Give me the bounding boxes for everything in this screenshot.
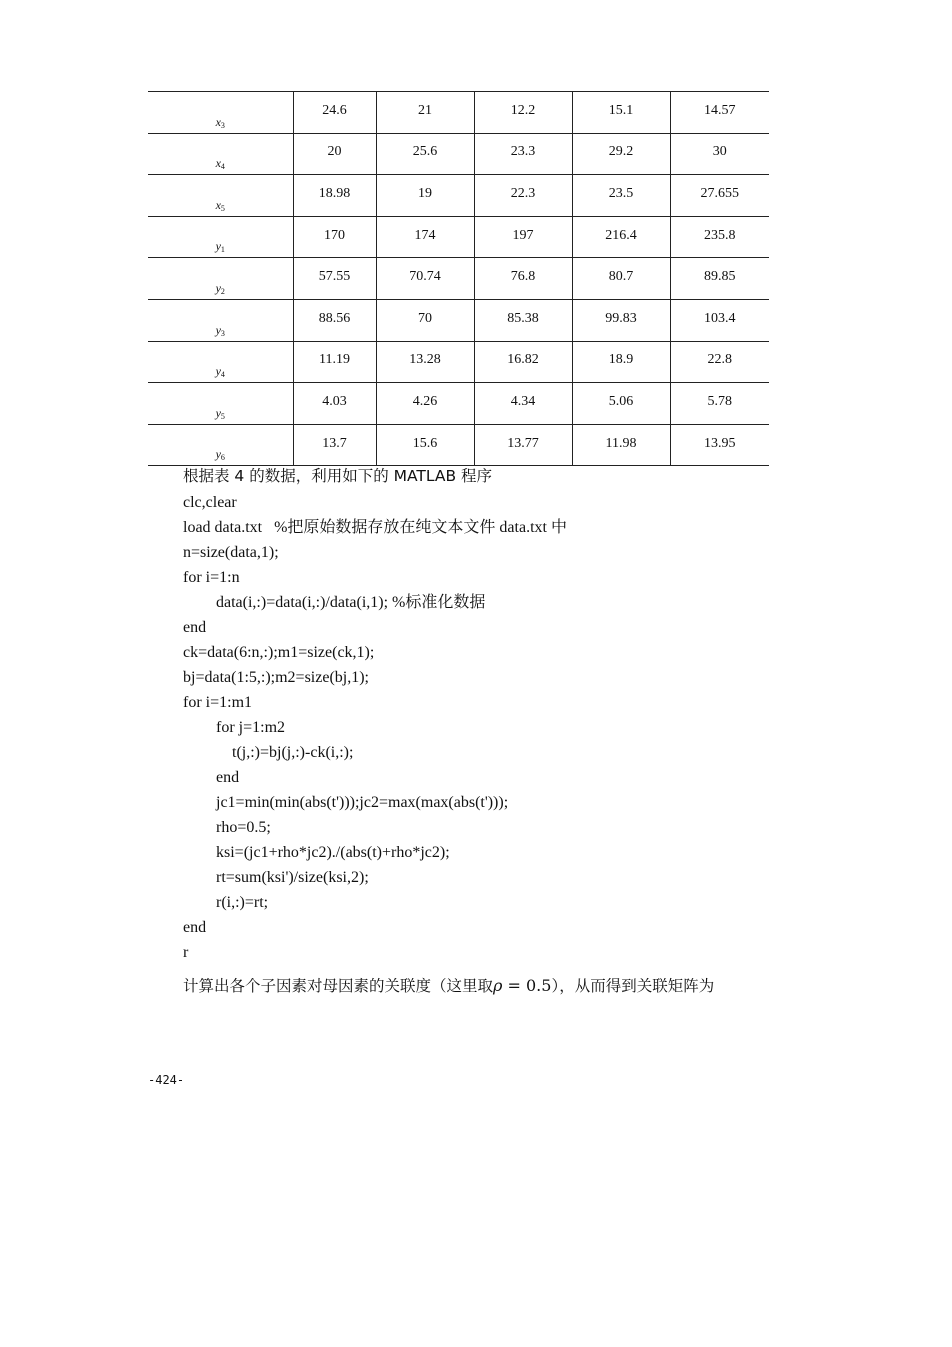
row-variable-label: $y_5$ [148,383,293,425]
table-cell: 5.06 [572,383,670,425]
table-cell: 18.9 [572,341,670,383]
table-cell: 22.8 [670,341,769,383]
code-line: bj=data(1:5,:);m2=size(bj,1); [183,669,369,686]
row-variable-label: $x_5$ [148,175,293,217]
rho-symbol: ρ [493,976,503,995]
table-row [148,299,769,341]
code-line: for j=1:m2 [216,719,286,736]
table-cell: 197 [474,216,572,258]
table-cell: 24.6 [293,92,376,134]
table-cell: 15.1 [572,92,670,134]
table-cell: 29.2 [572,133,670,175]
table-cell: 57.55 [293,258,376,300]
code-line: clc,clear [183,494,237,511]
table-row [148,383,769,425]
table-cell: 30 [670,133,769,175]
row-variable-label: $y_1$ [148,216,293,258]
table-cell: 4.03 [293,383,376,425]
table-cell: 76.8 [474,258,572,300]
table-cell: 13.28 [376,341,474,383]
table-cell: 13.7 [293,424,376,466]
table-cell: 216.4 [572,216,670,258]
table-cell: 70 [376,299,474,341]
table-cell: 12.2 [474,92,572,134]
table-cell: 80.7 [572,258,670,300]
table-cell: 4.34 [474,383,572,425]
table-cell: 19 [376,175,474,217]
table-cell: 174 [376,216,474,258]
conclusion-before: 计算出各个子因素对母因素的关联度（这里取 [183,977,494,995]
table-cell: 21 [376,92,474,134]
intro-text: 根据表 4 的数据，利用如下的 MATLAB 程序 [183,467,493,485]
table-cell: 23.5 [572,175,670,217]
table-cell: 16.82 [474,341,572,383]
table-row [148,258,769,300]
table-cell: 85.38 [474,299,572,341]
table-cell: 170 [293,216,376,258]
rho-value: = 0.5 [502,976,552,995]
table-cell: 4.26 [376,383,474,425]
table-row [148,133,769,175]
row-variable-label: $x_4$ [148,133,293,175]
conclusion-text [183,976,714,997]
table-row [148,175,769,217]
table-cell: 99.83 [572,299,670,341]
code-line: rt=sum(ksi')/size(ksi,2); [216,869,369,886]
table-cell: 235.8 [670,216,769,258]
table-row [148,341,769,383]
code-line: end [216,769,240,786]
table-cell: 88.56 [293,299,376,341]
row-variable-label: $y_6$ [148,424,293,466]
code-line: r [183,944,189,961]
table-cell: 15.6 [376,424,474,466]
code-line: t(j,:)=bj(j,:)-ck(i,:); [232,744,354,761]
code-line: r(i,:)=rt; [216,894,269,911]
table-cell: 89.85 [670,258,769,300]
code-line: ck=data(6:n,:);m1=size(ck,1); [183,644,375,661]
table-cell: 70.74 [376,258,474,300]
table-cell: 11.98 [572,424,670,466]
row-variable-label: $y_4$ [148,341,293,383]
table-cell: 13.95 [670,424,769,466]
page-number: -424- [148,1073,185,1087]
code-line: for i=1:n [183,569,240,586]
table-cell: 27.655 [670,175,769,217]
code-line: end [183,919,207,936]
code-line: n=size(data,1); [183,544,279,561]
table-cell: 20 [293,133,376,175]
table-row [148,216,769,258]
table-cell: 103.4 [670,299,769,341]
code-line: jc1=min(min(abs(t')));jc2=max(max(abs(t'))); [216,794,509,811]
table-cell: 13.77 [474,424,572,466]
code-line: rho=0.5; [216,819,271,836]
table-cell: 22.3 [474,175,572,217]
conclusion-after: ），从而得到关联矩阵为 [551,977,715,995]
table-cell: 14.57 [670,92,769,134]
table-cell: 25.6 [376,133,474,175]
rho-formula [493,976,551,995]
code-line: for i=1:m1 [183,694,253,711]
data-table [148,91,769,466]
table-cell: 11.19 [293,341,376,383]
code-line: ksi=(jc1+rho*jc2)./(abs(t)+rho*jc2); [216,844,450,861]
table-row [148,92,769,134]
row-variable-label: $y_3$ [148,299,293,341]
table-cell: 23.3 [474,133,572,175]
table-cell: 5.78 [670,383,769,425]
table-row [148,424,769,466]
code-line: data(i,:)=data(i,:)/data(i,1); %标准化数据 [216,594,486,611]
row-variable-label: $x_3$ [148,92,293,134]
row-variable-label: $y_2$ [148,258,293,300]
table-cell: 18.98 [293,175,376,217]
code-line: load data.txt %把原始数据存放在纯文本文件 data.txt 中 [183,519,567,536]
code-line: end [183,619,207,636]
